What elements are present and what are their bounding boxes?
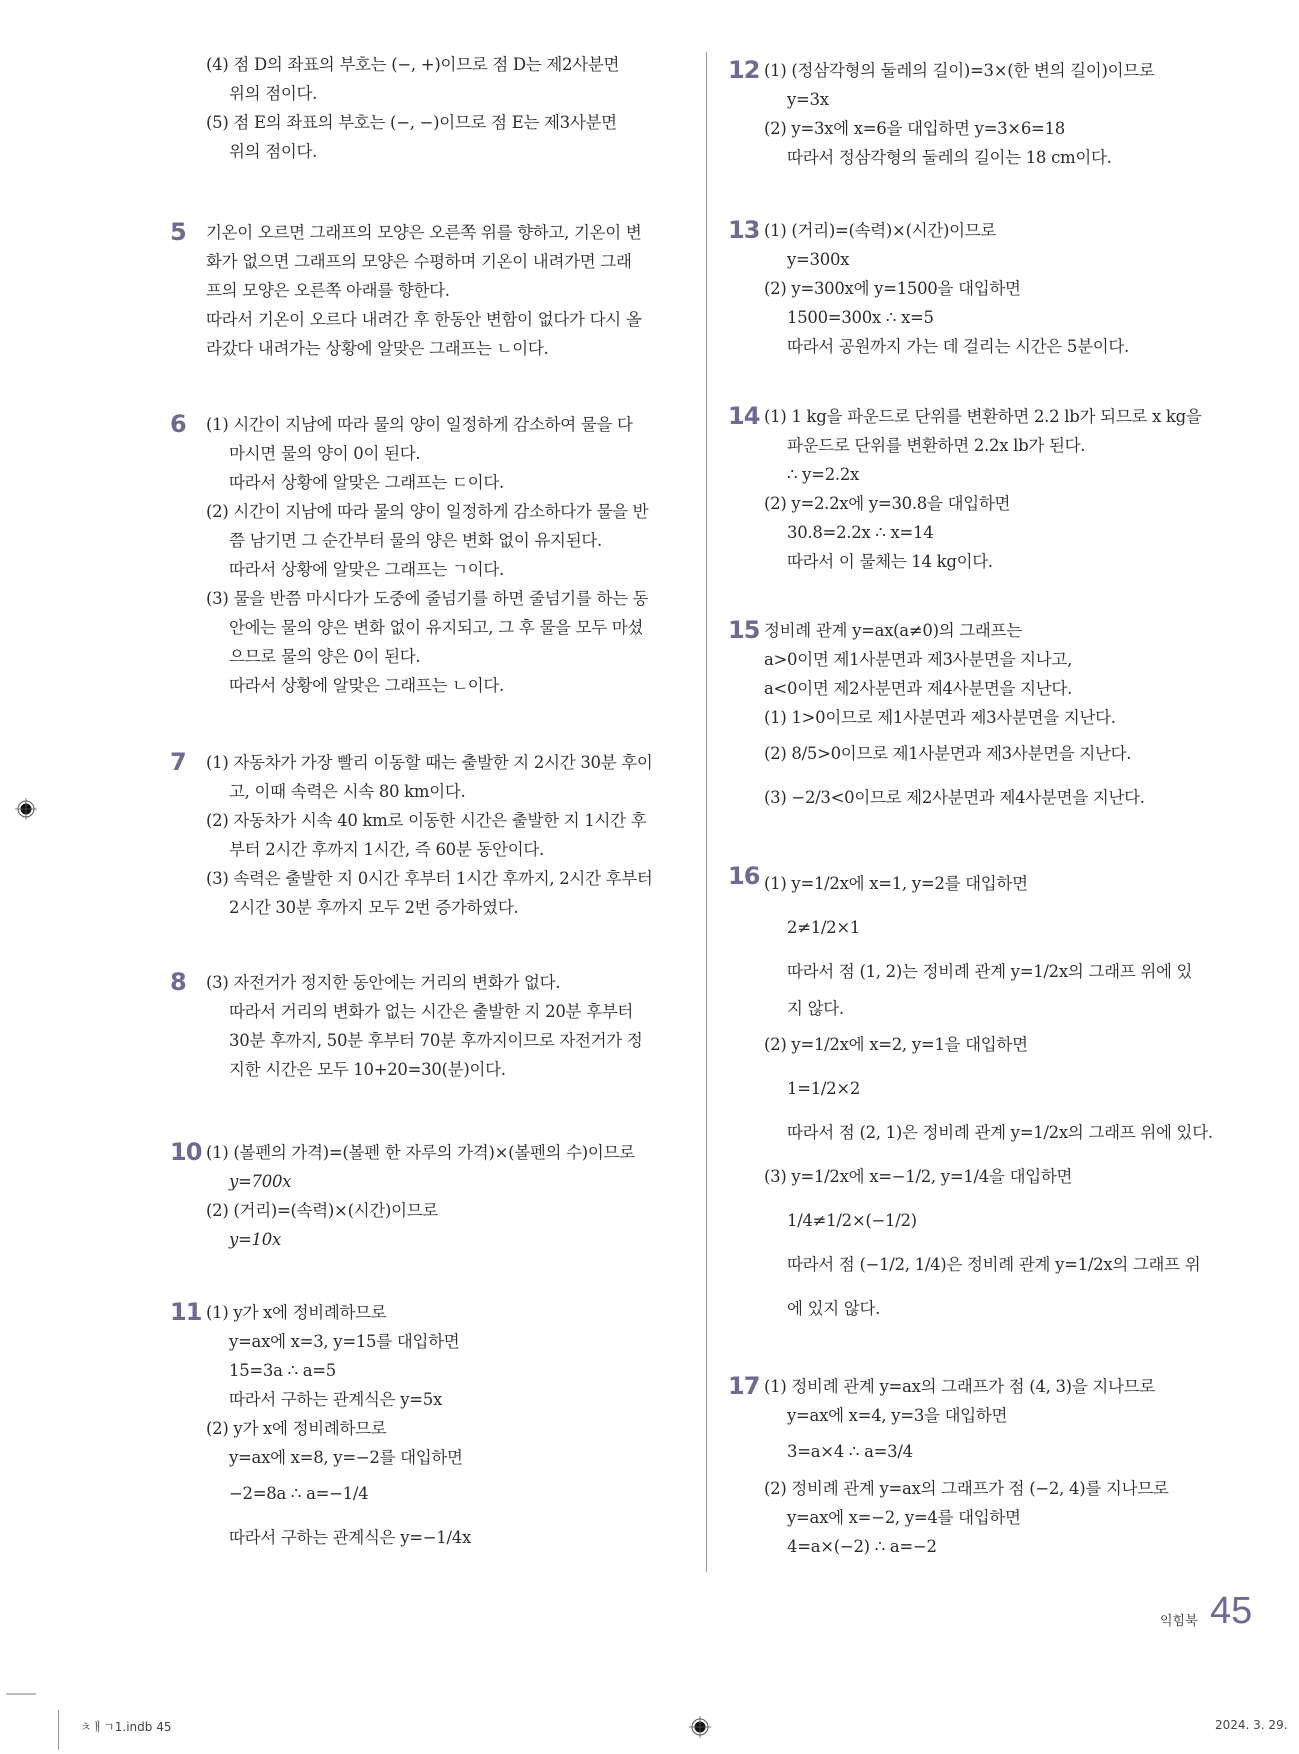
- problem-number: 14: [728, 402, 760, 430]
- text-line: (3) 자전거가 정지한 동안에는 거리의 변화가 없다.: [206, 973, 561, 992]
- equation-line: y=700x: [229, 1172, 292, 1191]
- problem-number: 16: [728, 862, 760, 890]
- page-number: 45: [1210, 1590, 1253, 1632]
- registration-mark-icon: [689, 1716, 711, 1738]
- text-line: 위의 점이다.: [229, 84, 318, 103]
- text-line: 지한 시간은 모두 10+20=30(분)이다.: [229, 1060, 506, 1079]
- text-line: 따라서 거리의 변화가 없는 시간은 출발한 지 20분 후부터: [229, 1002, 634, 1021]
- text-line: 라갔다 내려가는 상황에 알맞은 그래프는 ㄴ이다.: [206, 339, 549, 358]
- text-line: y=ax에 x=−2, y=4를 대입하면: [787, 1508, 1021, 1527]
- text-line: y=ax에 x=8, y=−2를 대입하면: [229, 1448, 463, 1467]
- text-line: (1) (볼펜의 가격)=(볼펜 한 자루의 가격)×(볼펜의 수)이므로: [206, 1143, 635, 1162]
- text-line: (1) 1>0이므로 제1사분면과 제3사분면을 지난다.: [764, 708, 1116, 727]
- equation-line: 4=a×(−2) ∴ a=−2: [787, 1537, 937, 1556]
- text-line: (2) 시간이 지남에 따라 물의 양이 일정하게 감소하다가 물을 반: [206, 502, 649, 521]
- problem-number: 8: [170, 968, 186, 996]
- text-line: 따라서 기온이 오르다 내려간 후 한동안 변함이 없다가 다시 올: [206, 310, 642, 329]
- text-line: (2) y=1/2x에 x=2, y=1을 대입하면: [764, 1035, 1028, 1054]
- equation-line: 1500=300x ∴ x=5: [787, 308, 934, 327]
- text-line: 따라서 구하는 관계식은 y=−1/4x: [229, 1528, 471, 1547]
- problem-number: 17: [728, 1372, 760, 1400]
- equation-line: −2=8a ∴ a=−1/4: [229, 1484, 369, 1503]
- text-line: 따라서 정삼각형의 둘레의 길이는 18 cm이다.: [787, 148, 1112, 167]
- problem-number: 10: [170, 1138, 202, 1166]
- problem-number: 11: [170, 1298, 202, 1326]
- problem-number: 7: [170, 748, 186, 776]
- problem-number: 5: [170, 218, 186, 246]
- text-line: (2) y가 x에 정비례하므로: [206, 1419, 387, 1438]
- text-line: (1) y=1/2x에 x=1, y=2를 대입하면: [764, 874, 1028, 893]
- text-line: (4) 점 D의 좌표의 부호는 (−, +)이므로 점 D는 제2사분면: [206, 55, 620, 74]
- text-line: 에 있지 않다.: [787, 1299, 881, 1318]
- text-line: (1) y가 x에 정비례하므로: [206, 1303, 387, 1322]
- text-line: 따라서 공원까지 가는 데 걸리는 시간은 5분이다.: [787, 337, 1129, 356]
- book-label: 익힘북: [1160, 1614, 1198, 1629]
- text-line: (2) y=3x에 x=6을 대입하면 y=3×6=18: [764, 119, 1065, 138]
- text-line: (1) (거리)=(속력)×(시간)이므로: [764, 221, 997, 240]
- equation-line: 2≠1/2×1: [787, 918, 861, 937]
- text-line: 따라서 점 (1, 2)는 정비례 관계 y=1/2x의 그래프 위에 있: [787, 962, 1193, 981]
- crop-mark: [58, 1710, 59, 1750]
- text-line: (5) 점 E의 좌표의 부호는 (−, −)이므로 점 E는 제3사분면: [206, 113, 617, 132]
- crop-mark: [6, 1693, 36, 1695]
- equation-line: 15=3a ∴ a=5: [229, 1361, 337, 1380]
- problem-number: 6: [170, 410, 186, 438]
- text-line: 쯤 남기면 그 순간부터 물의 양은 변화 없이 유지된다.: [229, 531, 602, 550]
- text-line: a<0이면 제2사분면과 제4사분면을 지난다.: [764, 679, 1073, 698]
- text-line: 따라서 점 (−1/2, 1/4)은 정비례 관계 y=1/2x의 그래프 위: [787, 1255, 1201, 1274]
- column-divider: [706, 52, 707, 1572]
- text-line: 정비례 관계 y=ax(a≠0)의 그래프는: [764, 621, 1022, 640]
- text-line: 안에는 물의 양은 변화 없이 유지되고, 그 후 물을 모두 마셨: [229, 618, 644, 637]
- slug-date: 2024. 3. 29.: [1215, 1718, 1288, 1732]
- text-line: a>0이면 제1사분면과 제3사분면을 지나고,: [764, 650, 1073, 669]
- text-line: 따라서 이 물체는 14 kg이다.: [787, 552, 993, 571]
- text-line: (3) 속력은 출발한 지 0시간 후부터 1시간 후까지, 2시간 후부터: [206, 869, 653, 888]
- equation-line: ∴ y=2.2x: [787, 465, 860, 484]
- text-line: 30분 후까지, 50분 후부터 70분 후까지이므로 자전거가 정: [229, 1031, 643, 1050]
- equation-line: 1=1/2×2: [787, 1079, 861, 1098]
- text-line: y=ax에 x=4, y=3을 대입하면: [787, 1406, 1008, 1425]
- slug-filename: ㅊㅐㄱ1.indb 45: [80, 1720, 172, 1734]
- text-line: 으므로 물의 양은 0이 된다.: [229, 647, 421, 666]
- equation-line: 1/4≠1/2×(−1/2): [787, 1211, 917, 1230]
- text-line: (3) y=1/2x에 x=−1/2, y=1/4을 대입하면: [764, 1167, 1073, 1186]
- text-line: (1) (정삼각형의 둘레의 길이)=3×(한 변의 길이)이므로: [764, 61, 1155, 80]
- problem-number: 12: [728, 56, 760, 84]
- text-line: (3) −2/3<0이므로 제2사분면과 제4사분면을 지난다.: [764, 788, 1145, 807]
- text-line: 따라서 구하는 관계식은 y=5x: [229, 1390, 442, 1409]
- text-line: (2) y=300x에 y=1500을 대입하면: [764, 279, 1021, 298]
- equation-line: y=300x: [787, 250, 850, 269]
- equation-line: 30.8=2.2x ∴ x=14: [787, 523, 934, 542]
- text-line: 화가 없으면 그래프의 모양은 수평하며 기온이 내려가면 그래: [206, 252, 632, 271]
- text-line: 부터 2시간 후까지 1시간, 즉 60분 동안이다.: [229, 840, 544, 859]
- text-line: (1) 정비례 관계 y=ax의 그래프가 점 (4, 3)을 지나므로: [764, 1377, 1155, 1396]
- text-line: 위의 점이다.: [229, 142, 318, 161]
- equation-line: y=3x: [787, 90, 829, 109]
- problem-number: 13: [728, 216, 760, 244]
- text-line: 프의 모양은 오른쪽 아래를 향한다.: [206, 281, 450, 300]
- text-line: 2시간 30분 후까지 모두 2번 증가하였다.: [229, 898, 519, 917]
- text-line: 고, 이때 속력은 시속 80 km이다.: [229, 782, 466, 801]
- text-line: 마시면 물의 양이 0이 된다.: [229, 444, 421, 463]
- text-line: 따라서 점 (2, 1)은 정비례 관계 y=1/2x의 그래프 위에 있다.: [787, 1123, 1213, 1142]
- text-line: (3) 물을 반쯤 마시다가 도중에 줄넘기를 하면 줄넘기를 하는 동: [206, 589, 649, 608]
- text-line: 따라서 상황에 알맞은 그래프는 ㄱ이다.: [229, 560, 504, 579]
- text-line: 지 않다.: [787, 999, 844, 1018]
- equation-line: y=10x: [229, 1230, 281, 1249]
- text-line: 따라서 상황에 알맞은 그래프는 ㄷ이다.: [229, 473, 504, 492]
- text-line: (1) 자동차가 가장 빨리 이동할 때는 출발한 지 2시간 30분 후이: [206, 753, 653, 772]
- text-line: 따라서 상황에 알맞은 그래프는 ㄴ이다.: [229, 676, 504, 695]
- text-line: (1) 1 kg을 파운드로 단위를 변환하면 2.2 lb가 되므로 x kg을: [764, 407, 1202, 426]
- text-line: 기온이 오르면 그래프의 모양은 오른쪽 위를 향하고, 기온이 변: [206, 223, 642, 242]
- text-line: (2) 정비례 관계 y=ax의 그래프가 점 (−2, 4)를 지나므로: [764, 1479, 1169, 1498]
- text-line: (2) 8/5>0이므로 제1사분면과 제3사분면을 지난다.: [764, 744, 1132, 763]
- text-line: (1) 시간이 지남에 따라 물의 양이 일정하게 감소하여 물을 다: [206, 415, 633, 434]
- problem-number: 15: [728, 616, 760, 644]
- text-line: (2) 자동차가 시속 40 km로 이동한 시간은 출발한 지 1시간 후: [206, 811, 647, 830]
- registration-mark-icon: [15, 798, 37, 820]
- text-line: 파운드로 단위를 변환하면 2.2x lb가 된다.: [787, 436, 1086, 455]
- text-line: y=ax에 x=3, y=15를 대입하면: [229, 1332, 460, 1351]
- text-line: (2) y=2.2x에 y=30.8을 대입하면: [764, 494, 1011, 513]
- equation-line: 3=a×4 ∴ a=3/4: [787, 1442, 913, 1461]
- text-line: (2) (거리)=(속력)×(시간)이므로: [206, 1201, 439, 1220]
